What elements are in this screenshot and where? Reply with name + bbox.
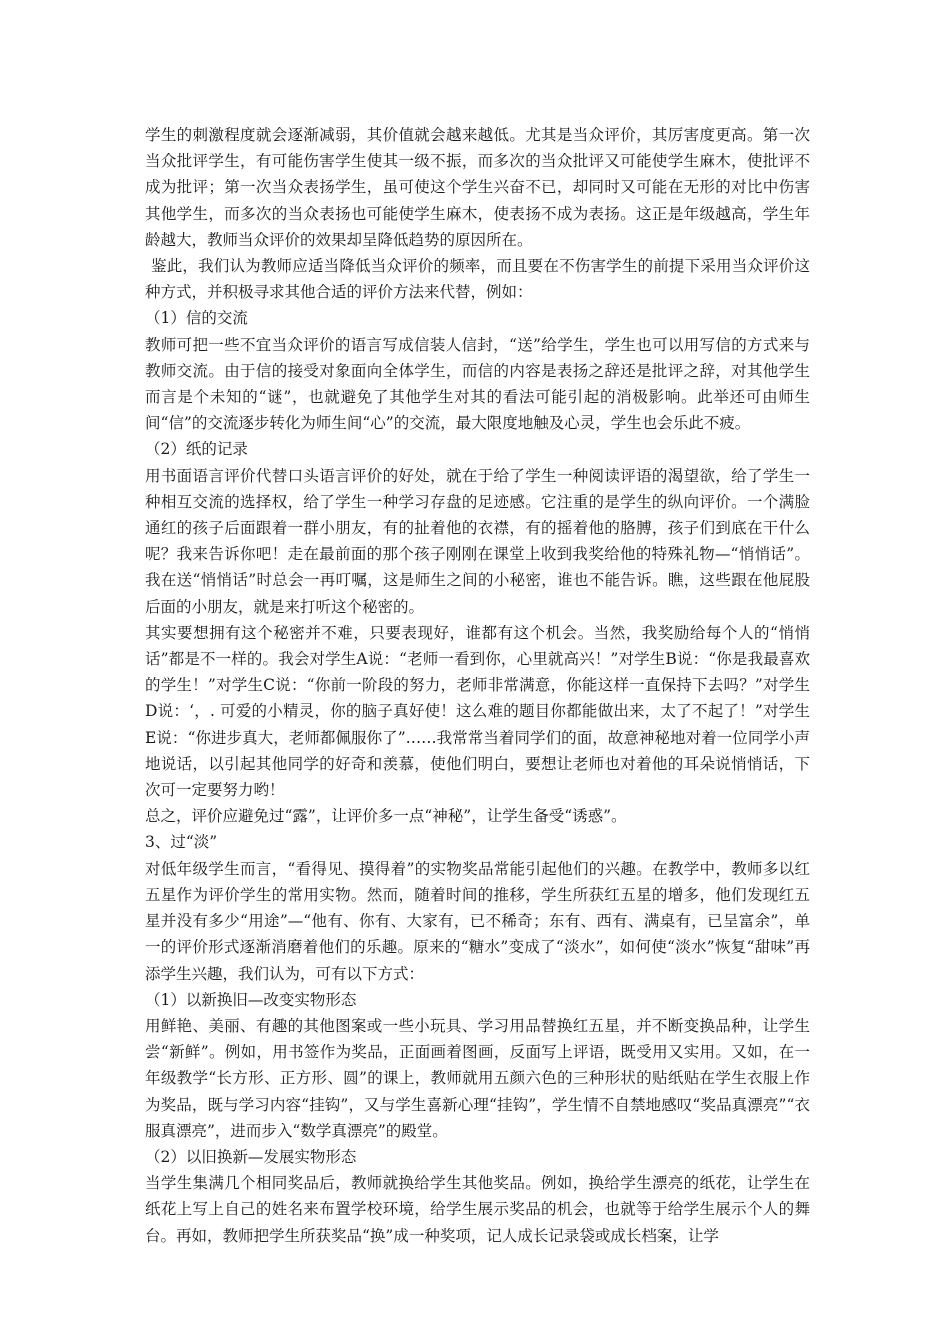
- paragraph-physical-rewards: 对低年级学生而言，“看得见、摸得着”的实物奖品常能引起他们的兴趣。在教学中，教师多以红五星作为评价学生的常用实物。然而，随着时间的推移，学生所获红五星的增多，他们发现红五星并没有多少“用途”—“他有、你有、大家有，已不稀奇；东有、西有、满桌有，已呈富余”，单一的评价形式逐渐消磨着他们的乐趣。原来的“糖水”变成了“淡水”，如何使“淡水”恢复“甜味”再添学生兴趣，我们认为，可有以下方式：: [145, 859, 810, 983]
- document-body: [145, 122, 810, 1249]
- section-heading-too-plain: 3、过“淡”: [145, 833, 218, 852]
- subheading-paper-record: （2）纸的记录: [145, 440, 248, 459]
- paragraph-letter-exchange: 教师可把一些不宜当众评价的语言写成信装人信封，“送”给学生，学生也可以用写信的方式来与教师交流。由于信的接受对象面向全体学生，而信的内容是表扬之辞还是批评之辞，对其他学生而言是个未知的“谜”，也就避免了其他学生对其的看法可能引起的消极影响。此举还可由师生间“信”的交流逐步转化为师生间“心”的交流，最大限度地触及心灵，学生也会乐此不疲。: [145, 335, 810, 433]
- paragraph-new-for-old: 用鲜艳、美丽、有趣的其他图案或一些小玩具、学习用品替换红五星，并不断变换品种，让学生尝“新鲜”。例如，用书签作为奖品，正面画着图画，反面写上评语，既受用又实用。又如，在一年级教学“长方形、正方形、圆”的课上，教师就用五颜六色的三种形状的贴纸贴在学生衣服上作为奖品，既与学习内容“挂钩”，又与学生喜新心理“挂钩”，学生情不自禁地感叹“奖品真漂亮”“衣服真漂亮”，进而步入“数学真漂亮”的殿堂。: [145, 1016, 810, 1140]
- paragraph-intro-continued: 学生的刺激程度就会逐渐减弱，其价值就会越来越低。尤其是当众评价，其厉害度更高。第一次当众批评学生，有可能伤害学生使其一级不振，而多次的当众批评又可能使学生麻木，使批评不成为批评；第一次当众表扬学生，虽可使这个学生兴奋不已，却同时又可能在无形的对比中伤害其他学生，而多次的当众表扬也可能使学生麻木，使表扬不成为表扬。这正是年级越高，学生年龄越大，教师当众评价的效果却呈降低趋势的原因所在。: [145, 126, 810, 249]
- paragraph-secret-whisper: 其实要想拥有这个秘密并不难，只要表现好，谁都有这个机会。当然，我奖励给每个人的“悄悄话”都是不一样的。我会对学生A说：“老师一看到你，心里就高兴！”对学生B说：“你是我最喜欢的学生！”对学生C说：“你前一阶段的努力，老师非常满意，你能这样一直保持下去吗？”对学生D说：‘，. 可爱的小精灵，你的脑子真好使！这么难的题目你都能做出来，太了不起了！”对学生E说：“你进步真大，老师都佩服你了”……我常常当着同学们的面，故意神秘地对着一位同学小声地说话，以引起其他同学的好奇和羡慕，使他们明白，要想让老师也对着他的耳朵说悄悄话，下次可一定要努力哟！: [145, 623, 810, 800]
- subheading-old-for-new: （2）以旧换新—发展实物形态: [145, 1147, 357, 1166]
- subheading-new-for-old: （1）以新换旧—改变实物形态: [145, 990, 357, 1009]
- paragraph-conclusion-reduce-public: 鉴此，我们认为教师应适当降低当众评价的频率，而且要在不伤害学生的前提下采用当众评价这种方式，并积极寻求其他合适的评价方法来代替，例如：: [145, 257, 810, 302]
- paragraph-paper-record: 用书面语言评价代替口头语言评价的好处，就在于给了学生一种阅读评语的渴望欲，给了学生一种相互交流的选择权，给了学生一种学习存盘的足迹感。它注重的是学生的纵向评价。一个满脸通红的孩子后面跟着一群小朋友，有的扯着他的衣襟，有的摇着他的胳膊，孩子们到底在干什么呢？我来告诉你吧！走在最前面的那个孩子刚刚在课堂上收到我奖给他的特殊礼物—“悄悄话”。我在送“悄悄话”时总会一再叮嘱，这是师生之间的小秘密，谁也不能告诉。瞧，这些跟在他屁股后面的小朋友，就是来打听这个秘密的。: [145, 466, 810, 616]
- paragraph-old-for-new: 当学生集满几个相同奖品后，教师就换给学生其他奖品。例如，换给学生漂亮的纸花，让学生在纸花上写上自己的姓名来布置学校环境，给学生展示奖品的机会，也就等于给学生展示个人的舞台。再如，教师把学生所获奖品“换”成一种奖项，记人成长记录袋或成长档案，让学: [145, 1174, 810, 1245]
- paragraph-summary-mystery: 总之，评价应避免过“露”，让评价多一点“神秘”，让学生备受“诱惑”。: [145, 807, 627, 826]
- subheading-letter-exchange: （1）信的交流: [145, 309, 248, 328]
